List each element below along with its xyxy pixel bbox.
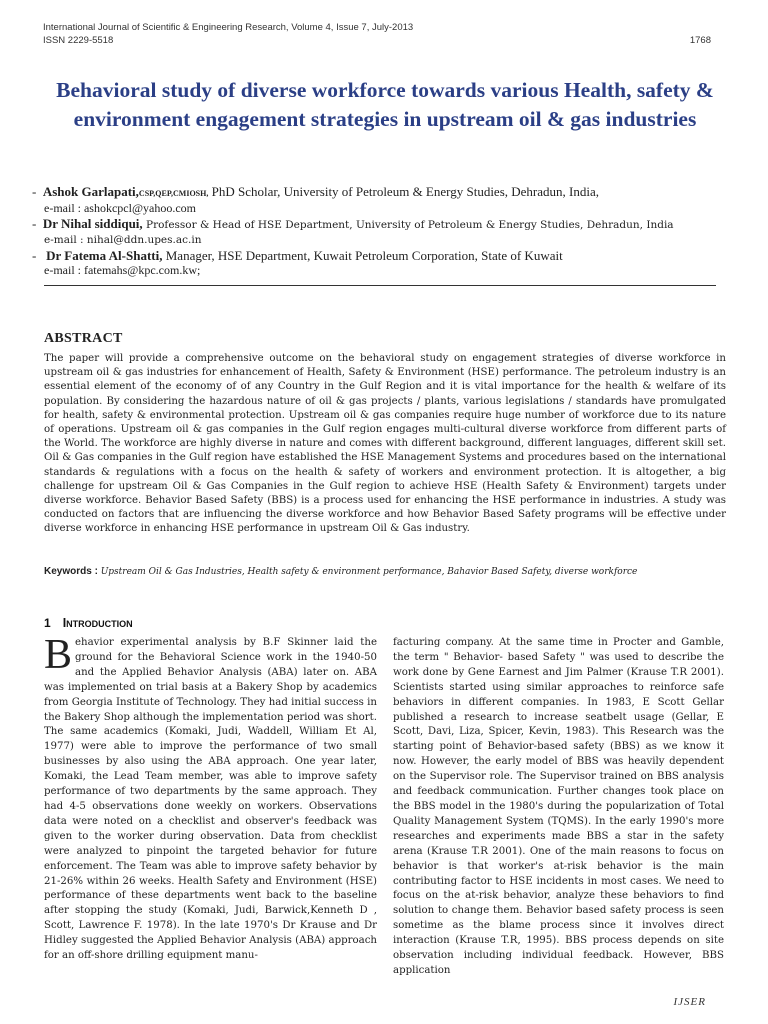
intro-text-left: ehavior experimental analysis by B.F Skinner laid the ground for the Behavioral Science work in the 1940-50 and the Applied Behavior Analysis (ABA) later on. ABA was implemented on trial basis at a Bakery Shop by academics from Georgia Institute of Technology. They had initial success in the Bakery Shop although the implementation period was short. The same academics (Komaki, Judi, Waddell, William Et Al, 1977) were able to improve the performance of two small businesses by also using the ABA approach. One year later, Komaki, the Lead Team member, was able to improve safety performance of two departments by the same approach. They had 4-5 observations done weekly on workers. Observations data were noted on a checklist and observer's feedback was given to the worker during observation. Data from checklist were analyzed to pinpoint the targeted behavior for future enforcement. The Team was able to improve safety behavior by 21-26% within 26 weeks. Health Safety and Environment (HSE) performance of these departments went back to the baseline after stopping the study (Komaki, Judi, Barwick,Kenneth D , Scott, Lawrence F. 1978). In the late 1970's Dr Krause and Dr Hidley suggested the Applied Behavior Analysis (ABA) approach for an off-shore drilling equipment manu- <box>44 637 377 962</box>
author-name: Dr Fatema Al-Shatti, <box>46 248 163 263</box>
section-title: Introduction <box>62 616 133 630</box>
author-bullet: - <box>32 248 47 263</box>
journal-header <box>43 21 711 47</box>
author-affiliation: PhD Scholar, University of Petroleum & Energy Studies, Dehradun, India, <box>208 184 599 199</box>
author-bullet: - <box>32 216 43 231</box>
author-affiliation: Professor & Head of HSE Department, University of Petroleum & Energy Studies, Dehradun, India <box>142 219 674 231</box>
footer-mark: IJSER <box>673 996 706 1008</box>
keywords-label: Keywords : <box>44 566 101 577</box>
intro-column-left <box>44 632 377 964</box>
journal-citation: International Journal of Scientific & Engineering Research, Volume 4, Issue 7, July-2013 <box>43 22 414 33</box>
author-entry <box>32 248 722 263</box>
abstract-body: The paper will provide a comprehensive outcome on the behavioral study on engagement strategies of diverse workforce in upstream oil & gas industries for enhancement of Health, Safety & Environment (HSE) performance. The petroleum industry is an essential element of the economy of of any Country in the Gulf Region and it is vital importance for the health & welfare of its population. By considering the hazardous nature of oil & gas projects / plants, various legislations / standards have promulgated for health, safety & environmental protection. Upstream oil & gas companies require huge number of workforce due to its nature of operations. Upstream oil & gas companies in the Gulf region engages multi-cultural diverse workforce from different parts of the World. The workforce are highly diverse in nature and comes with different background, different languages, different skill set. Oil & Gas companies in the Gulf region have established the HSE Management Systems and procedures based on the international standards & regulations with a focus on the health & safety of workers and environment protection. It is altogether, a big challenge for upstream Oil & Gas Companies in the Gulf region to achieve HSE (Health Safety & Environment) targets under diverse workforce. Behavior Based Safety (BBS) is a process used for enhancing the HSE performance in industries. A study was conducted on factors that are influencing the diverse workforce and how Behavior Based Safety programs will be effective under diverse workforce in enhancing HSE performance in upstream Oil & Gas industry. <box>44 353 726 535</box>
issn: ISSN 2229-5518 <box>43 35 114 46</box>
author-email: e-mail : fatemahs@kpc.com.kw; <box>44 263 201 277</box>
author-email: e-mail : ashokcpcl@yahoo.com <box>44 201 197 215</box>
author-credentials: CSP,QEP,CMIOSH, <box>138 189 209 198</box>
intro-column-right: facturing company. At the same time in Procter and Gamble, the term " Behavior- based Safety " was used to describe the work done by Gene Earnest and Jim Palmer (Krause T.R 2001). Scientists started using similar approaches to reinforce safe behaviors in different companies. In 1983, E Scott Gellar published a research to increase seatbelt usage (Gellar, E Scott, Davi, Liza, Spicer, Kevin, 1983). This Research was the starting point of Behavior-based safety (BBS) as we know it now. However, the early model of BBS was heavily dependent on the Supervisor role. The Supervisor trained on BBS analysis and feedback communication. Further changes took place on the BBS model in the 1980's during the popularization of Total Quality Management System (TQMS). In the early 1990's more researches and experiments made BBS a star in the safety arena (Krause T.R 2001). One of the main reasons to focus on behavior is that worker's at-risk behavior is the main contributing factor to HSE incidents in most cases. We need to focus on the at-risk behavior, analyze these behaviors to find solution to change them. Behavior based safety process is seen sometime as the blame process since it involves direct interaction (Krause T.R, 1995). BBS process depends on site observation including individual feedback. However, BBS application <box>393 637 724 976</box>
keywords-list: Upstream Oil & Gas Industries, Health safety & environment performance, Bahavior Based Safety, diverse workforce <box>100 567 638 577</box>
section-number: 1 <box>44 616 51 630</box>
keywords <box>44 565 726 579</box>
author-email: e-mail : nihal@ddn.upes.ac.in <box>44 234 202 246</box>
drop-cap: B <box>44 632 73 678</box>
paper-title: Behavioral study of diverse workforce towards various Health, safety & environment engagement strategies in upstream oil & gas industries <box>56 78 714 131</box>
abstract-heading: ABSTRACT <box>44 331 123 346</box>
author-list <box>32 184 722 278</box>
author-entry <box>32 216 722 233</box>
author-name: Ashok Garlapati, <box>42 184 139 199</box>
author-affiliation: Manager, HSE Department, Kuwait Petroleum Corporation, State of Kuwait <box>162 248 563 263</box>
author-divider <box>44 285 716 286</box>
page-number: 1768 <box>689 35 711 46</box>
section-heading <box>44 616 133 630</box>
author-entry <box>32 184 722 201</box>
author-bullet: - <box>32 184 43 199</box>
author-name: Dr Nihal siddiqui, <box>42 216 143 231</box>
